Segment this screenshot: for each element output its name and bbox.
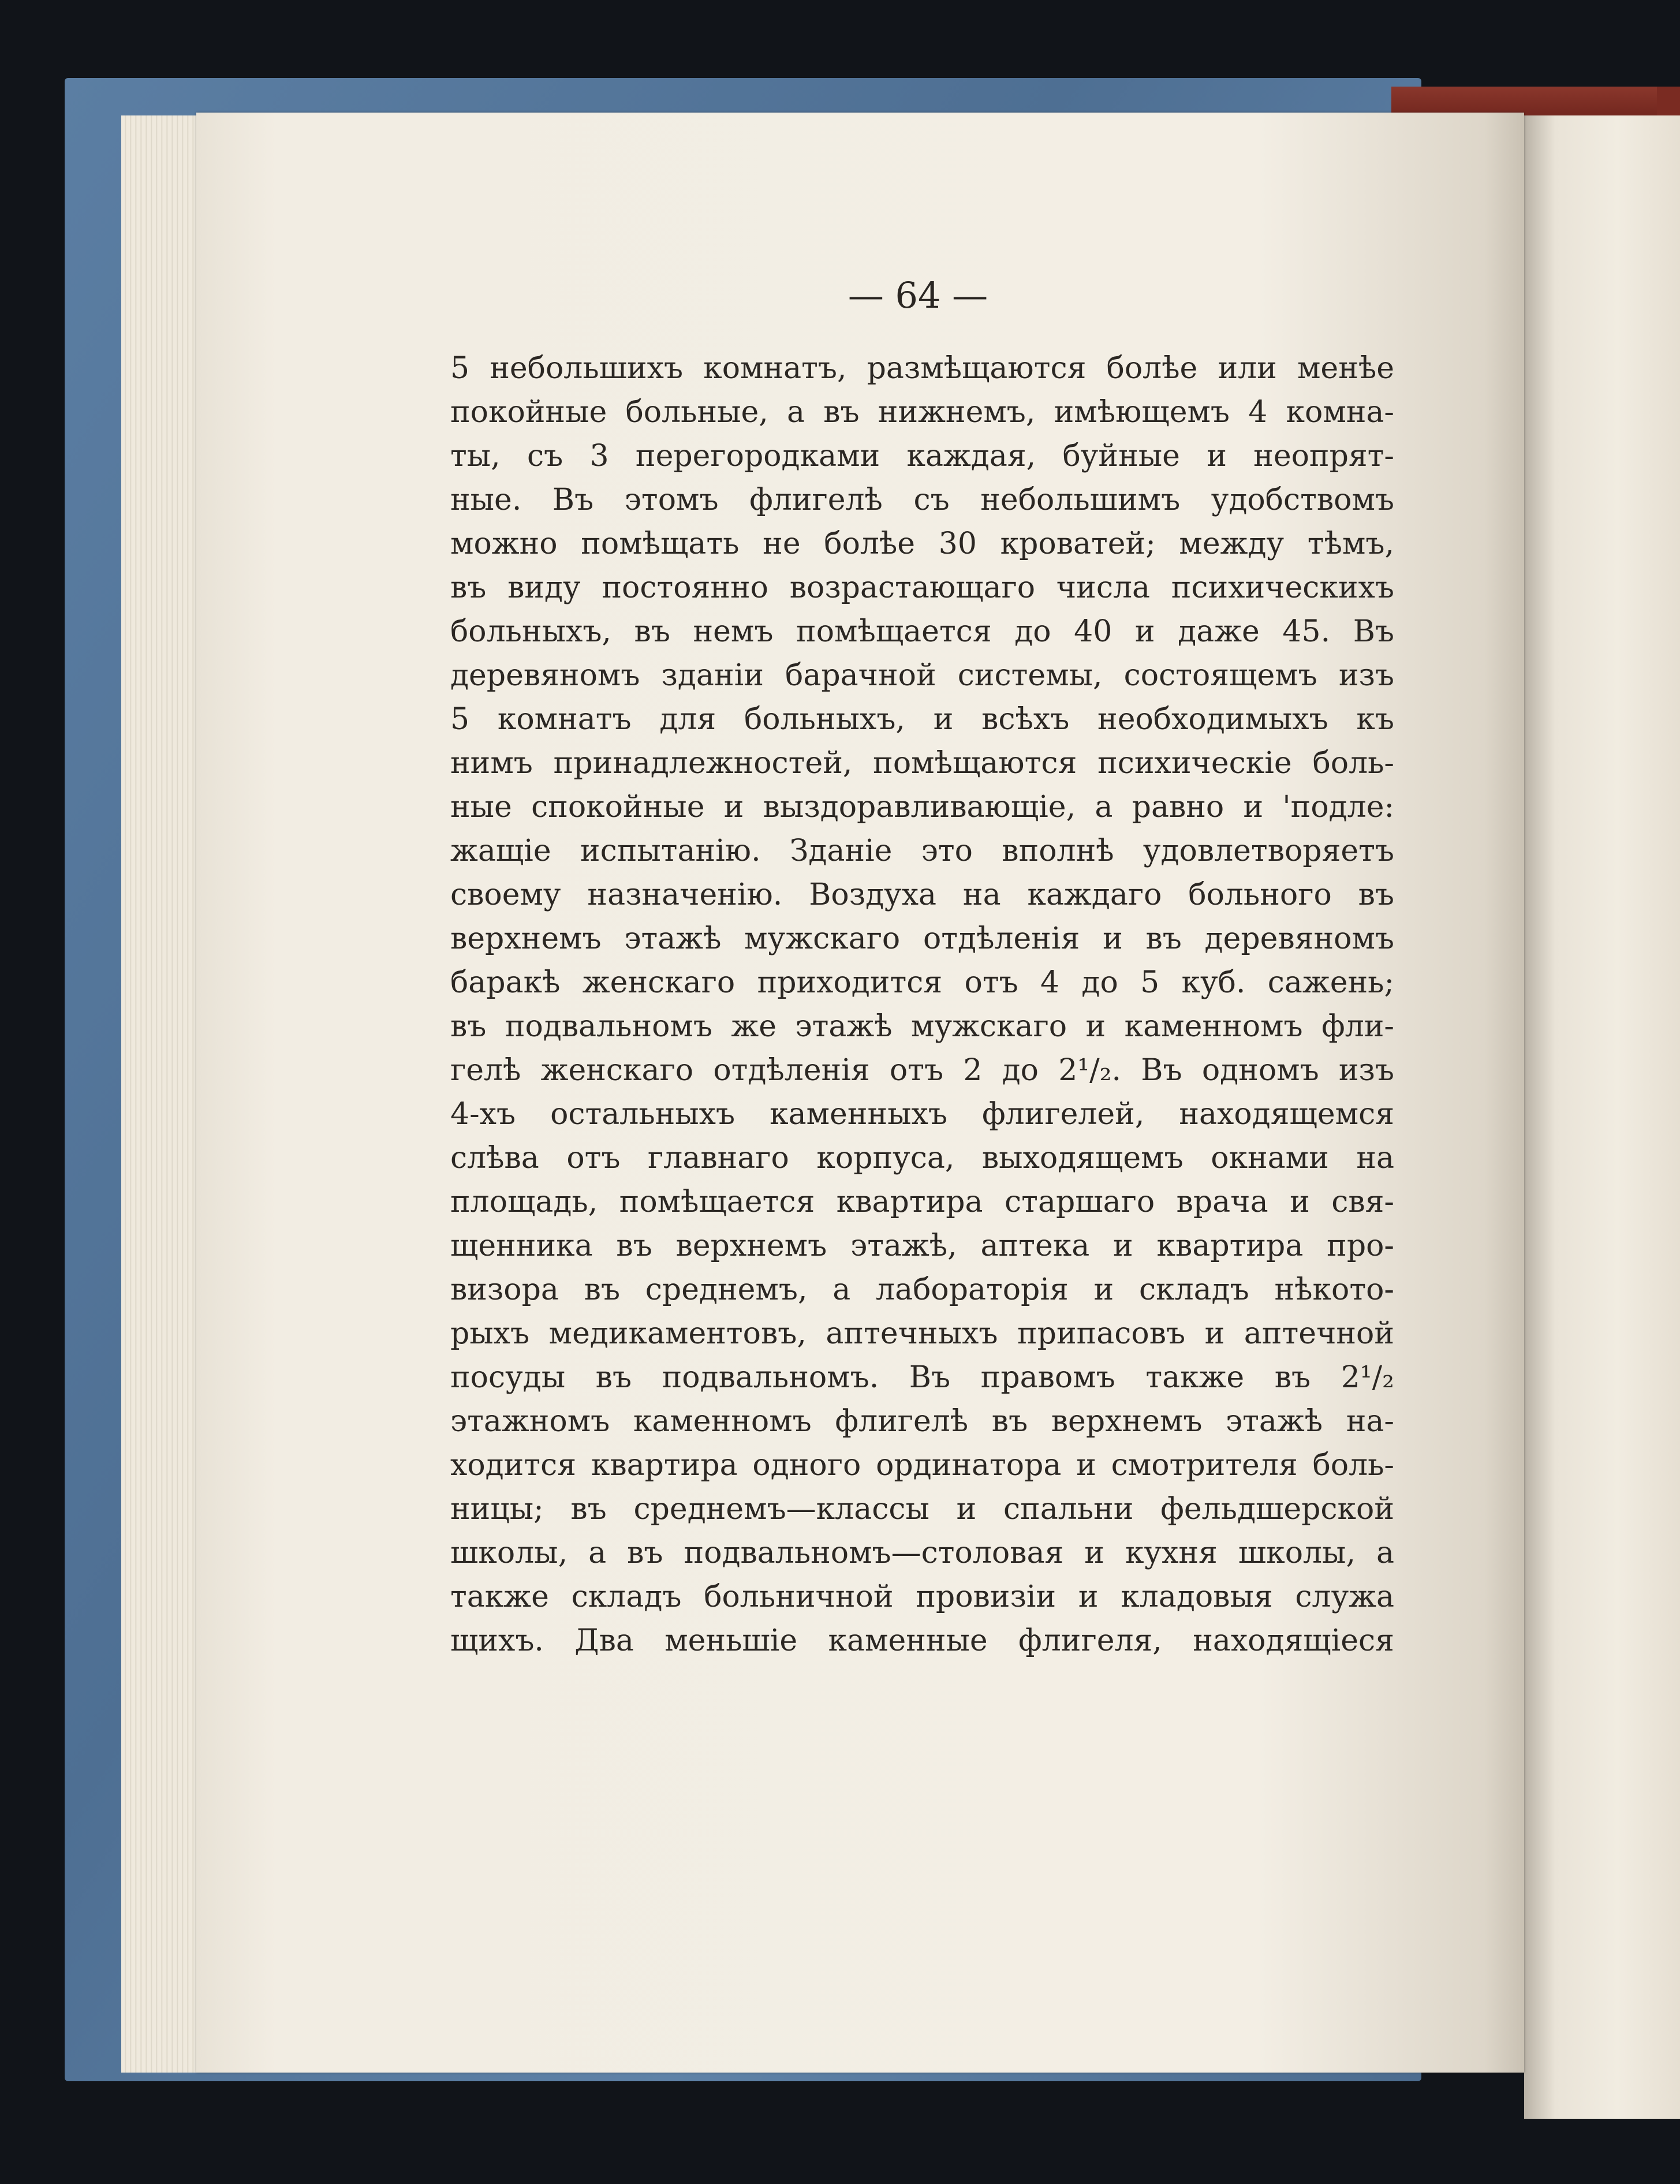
text-line: ные. Въ этомъ флигелѣ съ небольшимъ удобствомъ [450, 483, 1394, 517]
text-line: своему назначенію. Воздуха на каждаго больного въ [450, 878, 1394, 912]
text-line: этажномъ каменномъ флигелѣ въ верхнемъ этажѣ на- [450, 1404, 1394, 1439]
text-line: ные спокойные и выздоравливающіе, а равно и 'подле: [450, 790, 1394, 824]
text-line: деревяномъ зданіи барачной системы, состоящемъ изъ [450, 658, 1394, 693]
text-line: жащіе испытанію. Зданіе это вполнѣ удовлетворяетъ [450, 834, 1394, 868]
text-line: можно помѣщать не болѣе 30 кроватей; между тѣмъ, [450, 527, 1394, 561]
page-stack-edges [121, 115, 208, 2073]
text-line: 5 небольшихъ комнатъ, размѣщаются болѣе или менѣе [450, 351, 1394, 386]
text-line: 5 комнатъ для больныхъ, и всѣхъ необходимыхъ къ [450, 702, 1394, 737]
page-body-text [450, 346, 1394, 1663]
text-line: 4-хъ остальныхъ каменныхъ флигелей, находящемся [450, 1097, 1394, 1132]
page-number: — 64 — [848, 274, 988, 316]
text-line: посуды въ подвальномъ. Въ правомъ также въ 2¹/₂ [450, 1360, 1394, 1395]
text-line: въ виду постоянно возрастающаго числа психическихъ [450, 570, 1394, 605]
text-line: ходится квартира одного ординатора и смотрителя боль- [450, 1448, 1394, 1483]
text-line: верхнемъ этажѣ мужскаго отдѣленія и въ деревяномъ [450, 921, 1394, 956]
text-line: ты, съ 3 перегородками каждая, буйные и неопрят- [450, 439, 1394, 473]
text-line: въ подвальномъ же этажѣ мужскаго и каменномъ фли- [450, 1009, 1394, 1044]
text-line: также складъ больничной провизіи и кладовыя служа [450, 1580, 1394, 1614]
text-line: щенника въ верхнемъ этажѣ, аптека и квартира про- [450, 1229, 1394, 1263]
text-line: визора въ среднемъ, а лабораторія и складъ нѣкото- [450, 1272, 1394, 1307]
text-line: больныхъ, въ немъ помѣщается до 40 и даже 45. Въ [450, 614, 1394, 649]
text-line: площадь, помѣщается квартира старшаго врача и свя- [450, 1185, 1394, 1219]
text-line: нимъ принадлежностей, помѣщаются психическіе боль- [450, 746, 1394, 781]
text-line: баракѣ женскаго приходится отъ 4 до 5 куб. сажень; [450, 965, 1394, 1000]
text-line: покойные больные, а въ нижнемъ, имѣющемъ 4 комна- [450, 395, 1394, 430]
next-page-edge [1524, 115, 1680, 2119]
text-line: слѣва отъ главнаго корпуса, выходящемъ окнами на [450, 1141, 1394, 1175]
text-line: щихъ. Два меньшіе каменные флигеля, находящіеся [450, 1623, 1394, 1658]
text-line: гелѣ женскаго отдѣленія отъ 2 до 2¹/₂. Въ одномъ изъ [450, 1053, 1394, 1088]
text-line: ницы; въ среднемъ—классы и спальни фельдшерской [450, 1492, 1394, 1526]
text-line: школы, а въ подвальномъ—столовая и кухня школы, а [450, 1536, 1394, 1570]
text-line: рыхъ медикаментовъ, аптечныхъ припасовъ и аптечной [450, 1316, 1394, 1351]
book-page [196, 113, 1524, 2073]
